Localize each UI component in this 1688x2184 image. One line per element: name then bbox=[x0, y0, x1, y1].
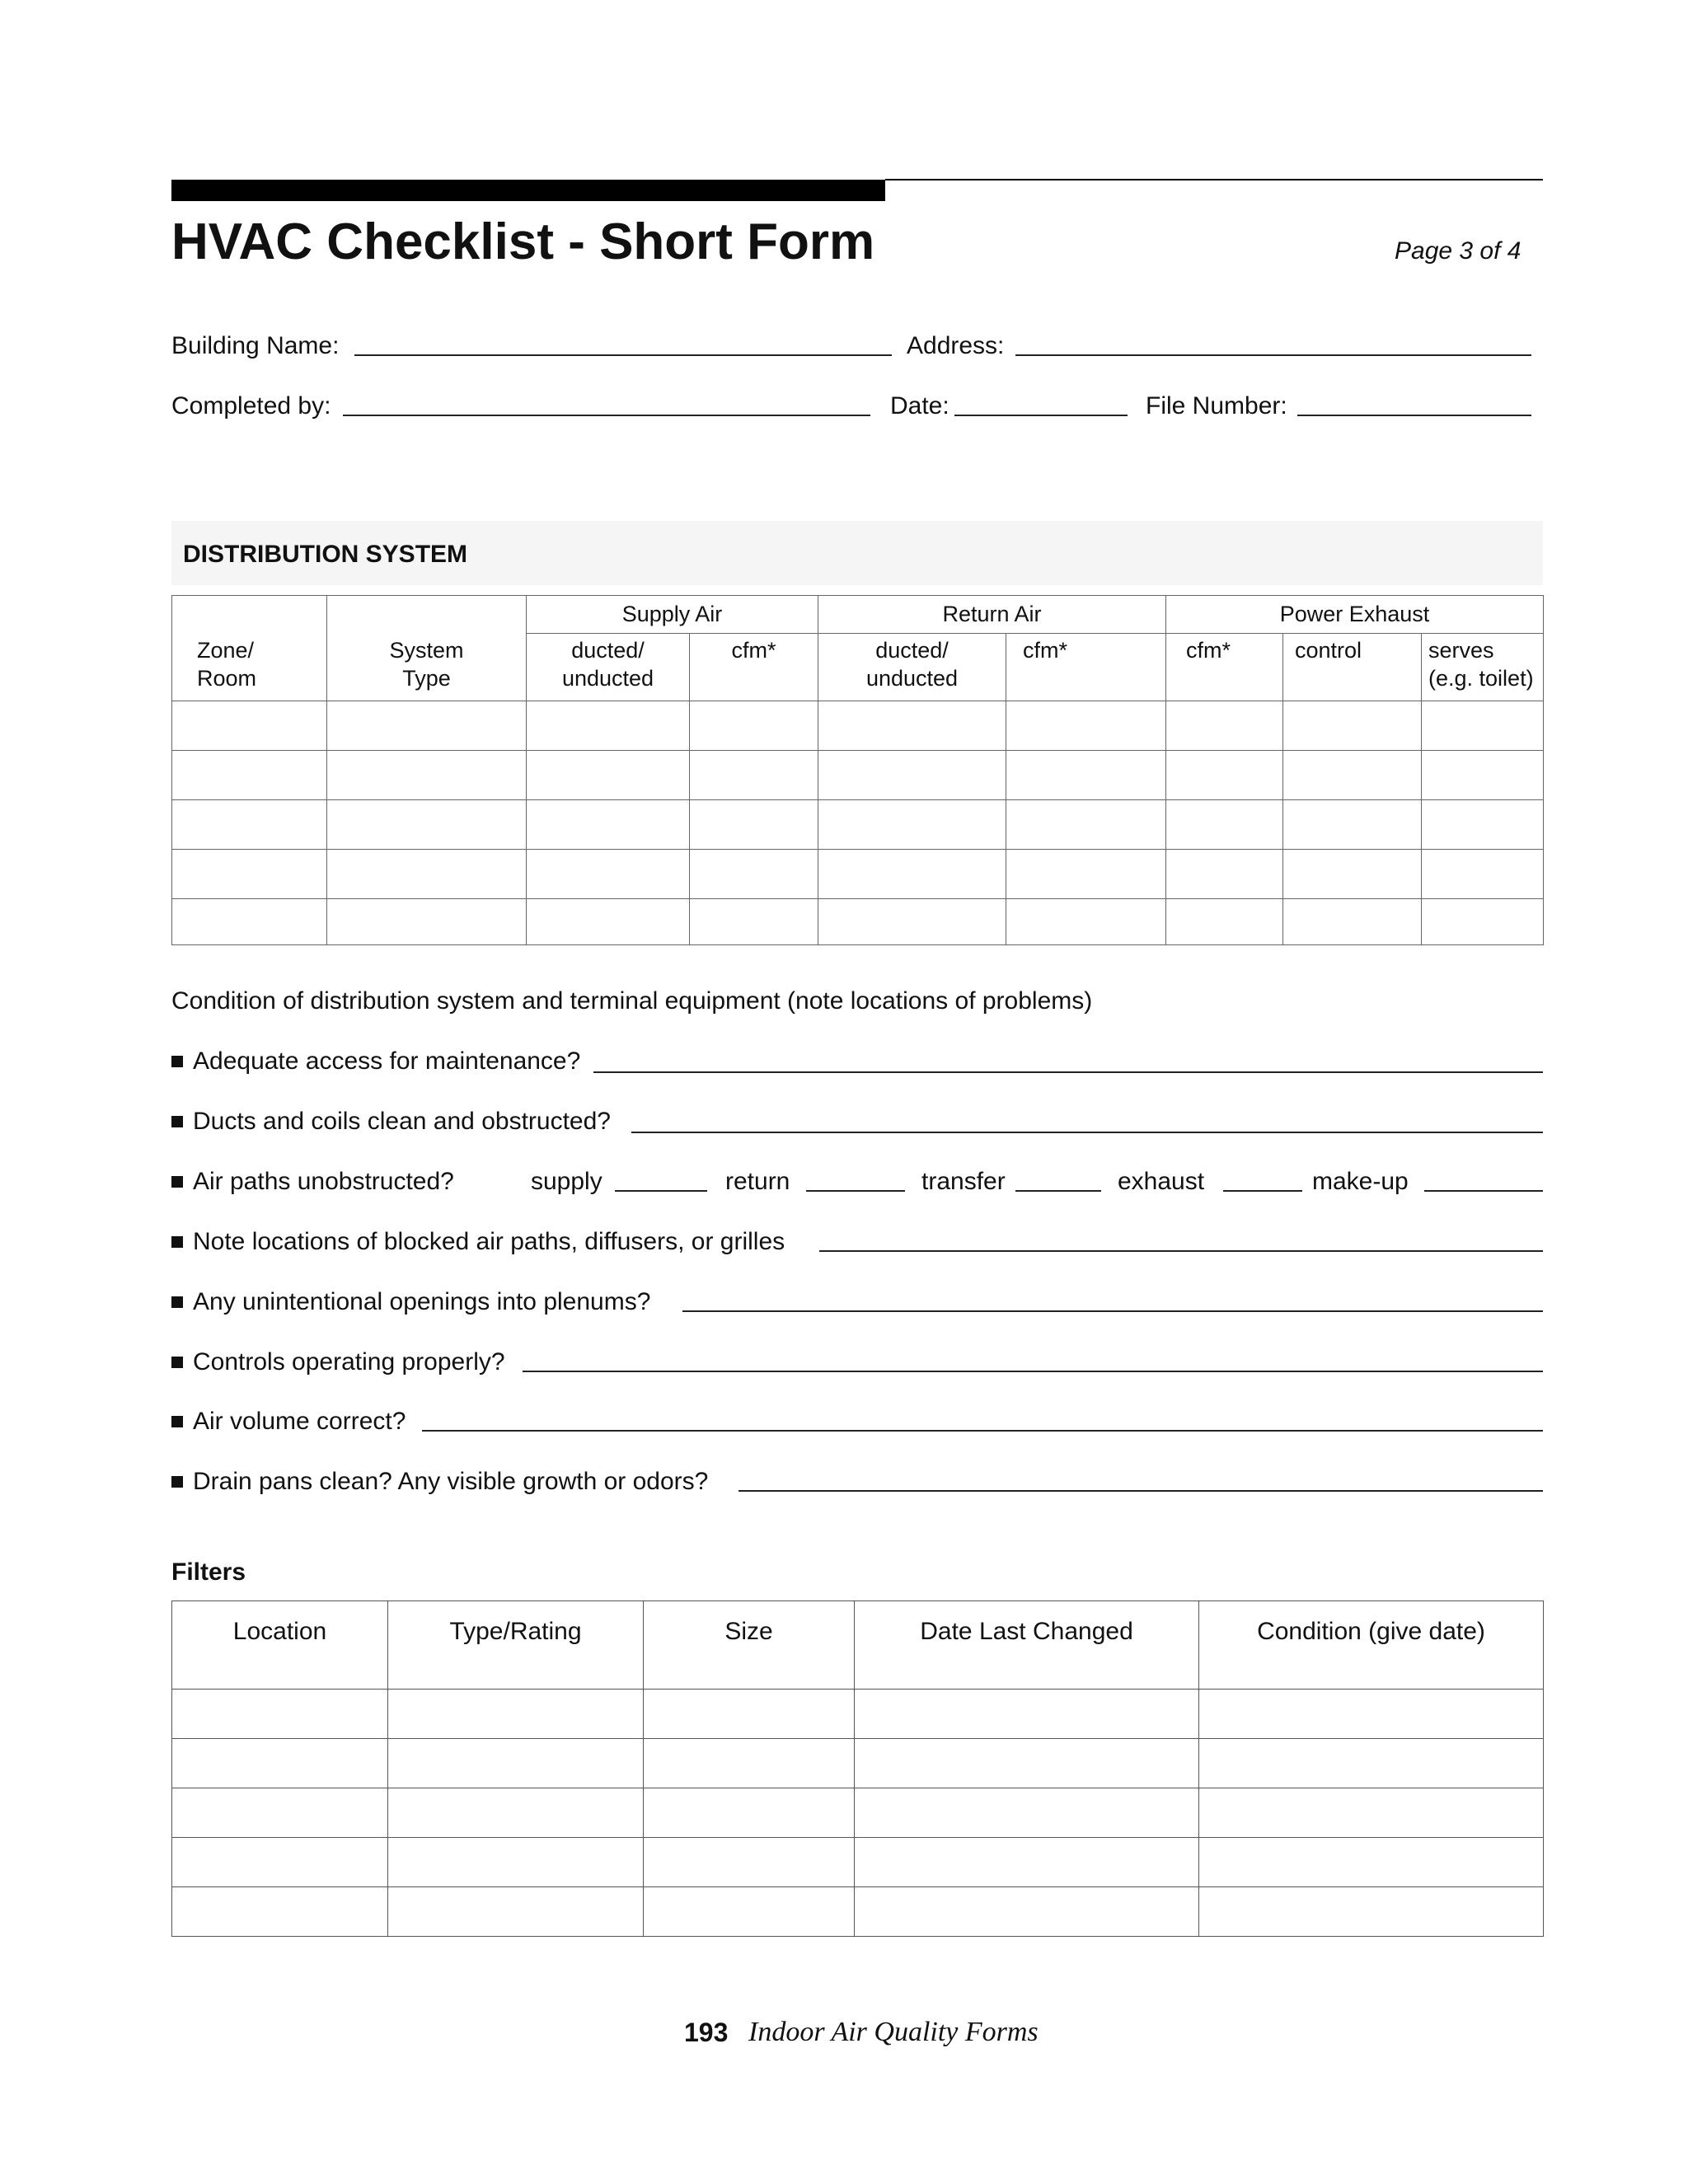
table-cell[interactable] bbox=[644, 1739, 855, 1788]
table-cell[interactable] bbox=[1166, 800, 1283, 850]
address-label: Address: bbox=[907, 332, 1005, 359]
header-zone-room bbox=[172, 596, 327, 701]
item-label: Adequate access for maintenance? bbox=[193, 1047, 581, 1075]
table-cell[interactable] bbox=[527, 899, 690, 945]
table-cell[interactable] bbox=[1006, 701, 1166, 751]
distribution-section-title: DISTRIBUTION SYSTEM bbox=[183, 541, 468, 568]
distribution-table bbox=[171, 595, 1544, 945]
bullet-square-icon bbox=[171, 1296, 183, 1308]
room-label: Room bbox=[197, 665, 257, 691]
address-field[interactable] bbox=[1015, 354, 1531, 356]
make-up-field[interactable] bbox=[1424, 1190, 1543, 1192]
drain-pans-answer-field[interactable] bbox=[738, 1490, 1543, 1492]
supply-label: supply bbox=[531, 1168, 603, 1195]
table-cell[interactable] bbox=[172, 701, 327, 751]
table-cell[interactable] bbox=[327, 899, 527, 945]
date-label: Date: bbox=[890, 392, 950, 419]
table-cell[interactable] bbox=[1199, 1788, 1544, 1838]
table-row bbox=[172, 1838, 1544, 1887]
condition-item-air-paths bbox=[171, 1168, 454, 1196]
table-cell[interactable] bbox=[690, 899, 818, 945]
table-cell[interactable] bbox=[1283, 800, 1422, 850]
ducts-answer-field[interactable] bbox=[631, 1132, 1543, 1133]
table-cell[interactable] bbox=[1422, 899, 1544, 945]
header-supply-ducted bbox=[527, 634, 690, 701]
completed-by-field[interactable] bbox=[343, 415, 870, 416]
table-cell[interactable] bbox=[172, 1887, 388, 1937]
building-name-field[interactable] bbox=[354, 354, 892, 356]
filters-header-location: Location bbox=[172, 1601, 388, 1690]
filters-header-size: Size bbox=[644, 1601, 855, 1690]
item-label: Any unintentional openings into plenums? bbox=[193, 1288, 651, 1315]
condition-item-access bbox=[171, 1047, 580, 1076]
transfer-label: transfer bbox=[921, 1168, 1006, 1195]
unducted-label: unducted bbox=[561, 665, 654, 691]
table-cell[interactable] bbox=[327, 751, 527, 800]
table-cell[interactable] bbox=[644, 1788, 855, 1838]
table-cell[interactable] bbox=[327, 701, 527, 751]
table-cell[interactable] bbox=[855, 1739, 1199, 1788]
table-cell[interactable] bbox=[172, 1690, 388, 1739]
table-cell[interactable] bbox=[172, 800, 327, 850]
table-row bbox=[172, 800, 1544, 850]
table-row bbox=[172, 701, 1544, 751]
header-system-type bbox=[327, 596, 527, 701]
openings-answer-field[interactable] bbox=[682, 1310, 1543, 1312]
bullet-square-icon bbox=[171, 1116, 183, 1127]
filters-table bbox=[171, 1601, 1544, 1937]
completed-by-label: Completed by: bbox=[171, 392, 331, 419]
table-cell[interactable] bbox=[527, 751, 690, 800]
bullet-square-icon bbox=[171, 1056, 183, 1067]
table-cell[interactable] bbox=[1006, 899, 1166, 945]
header-return-cfm: cfm* bbox=[1006, 634, 1166, 701]
table-row bbox=[172, 1788, 1544, 1838]
table-cell[interactable] bbox=[818, 800, 1006, 850]
table-cell[interactable] bbox=[644, 1838, 855, 1887]
table-cell[interactable] bbox=[855, 1690, 1199, 1739]
header-supply-air: Supply Air bbox=[527, 596, 818, 634]
air-volume-answer-field[interactable] bbox=[422, 1430, 1543, 1432]
page-title: HVAC Checklist - Short Form bbox=[171, 213, 875, 270]
table-row bbox=[172, 1739, 1544, 1788]
item-label: Air paths unobstructed? bbox=[193, 1168, 454, 1195]
table-cell[interactable] bbox=[1283, 701, 1422, 751]
table-cell[interactable] bbox=[1283, 899, 1422, 945]
filters-title: Filters bbox=[171, 1558, 246, 1586]
table-cell[interactable] bbox=[1166, 899, 1283, 945]
table-cell[interactable] bbox=[1199, 1690, 1544, 1739]
file-number-field[interactable] bbox=[1297, 415, 1531, 416]
header-bar-thick bbox=[171, 180, 885, 201]
table-cell[interactable] bbox=[327, 800, 527, 850]
table-cell[interactable] bbox=[1199, 1887, 1544, 1937]
table-cell[interactable] bbox=[1283, 850, 1422, 899]
item-label: Controls operating properly? bbox=[193, 1348, 505, 1376]
table-cell[interactable] bbox=[855, 1838, 1199, 1887]
bullet-square-icon bbox=[171, 1416, 183, 1427]
exhaust-field[interactable] bbox=[1223, 1190, 1302, 1192]
unducted-label: unducted bbox=[865, 665, 959, 691]
ducted-label: ducted/ bbox=[571, 638, 645, 663]
header-return-air: Return Air bbox=[818, 596, 1166, 634]
table-cell[interactable] bbox=[1422, 701, 1544, 751]
table-cell[interactable] bbox=[818, 899, 1006, 945]
item-label: Air volume correct? bbox=[193, 1408, 406, 1435]
header-exhaust-cfm: cfm* bbox=[1166, 634, 1283, 701]
header-exhaust-control: control bbox=[1283, 634, 1422, 701]
blocked-answer-field[interactable] bbox=[819, 1250, 1543, 1252]
footer-document-title: Indoor Air Quality Forms bbox=[748, 2017, 1039, 2047]
file-number-label: File Number: bbox=[1146, 392, 1287, 419]
table-cell[interactable] bbox=[855, 1788, 1199, 1838]
table-cell[interactable] bbox=[527, 800, 690, 850]
item-label: Drain pans clean? Any visible growth or odors? bbox=[193, 1468, 709, 1495]
bullet-square-icon bbox=[171, 1357, 183, 1368]
supply-field[interactable] bbox=[615, 1190, 707, 1192]
table-row bbox=[172, 751, 1544, 800]
return-field[interactable] bbox=[806, 1190, 905, 1192]
table-cell[interactable] bbox=[1166, 850, 1283, 899]
date-field[interactable] bbox=[954, 415, 1128, 416]
table-cell[interactable] bbox=[1422, 800, 1544, 850]
table-cell[interactable] bbox=[527, 850, 690, 899]
filters-header-type-rating: Type/Rating bbox=[388, 1601, 644, 1690]
page-indicator: Page 3 of 4 bbox=[1395, 237, 1522, 265]
table-cell[interactable] bbox=[1166, 701, 1283, 751]
table-cell[interactable] bbox=[388, 1887, 644, 1937]
table-cell[interactable] bbox=[172, 899, 327, 945]
table-row bbox=[172, 1887, 1544, 1937]
filters-header-condition: Condition (give date) bbox=[1199, 1601, 1544, 1690]
table-cell[interactable] bbox=[855, 1887, 1199, 1937]
table-cell[interactable] bbox=[1283, 751, 1422, 800]
table-cell[interactable] bbox=[172, 1838, 388, 1887]
table-cell[interactable] bbox=[690, 751, 818, 800]
table-cell[interactable] bbox=[690, 800, 818, 850]
table-cell[interactable] bbox=[690, 850, 818, 899]
table-cell[interactable] bbox=[644, 1887, 855, 1937]
table-cell[interactable] bbox=[818, 701, 1006, 751]
filters-header-date-last-changed: Date Last Changed bbox=[855, 1601, 1199, 1690]
header-rule-thin bbox=[885, 179, 1543, 180]
table-cell[interactable] bbox=[1422, 751, 1544, 800]
condition-item-drain-pans bbox=[171, 1468, 708, 1496]
header-exhaust-serves bbox=[1422, 634, 1544, 701]
zone-label: Zone/ bbox=[197, 638, 255, 663]
table-row bbox=[172, 899, 1544, 945]
table-cell[interactable] bbox=[644, 1690, 855, 1739]
bullet-square-icon bbox=[171, 1236, 183, 1248]
condition-item-openings bbox=[171, 1288, 650, 1316]
table-cell[interactable] bbox=[172, 751, 327, 800]
return-label: return bbox=[725, 1168, 790, 1195]
table-row bbox=[172, 1690, 1544, 1739]
table-cell[interactable] bbox=[1166, 751, 1283, 800]
footer-page-number: 193 bbox=[684, 2018, 729, 2047]
system-label: System bbox=[389, 638, 464, 663]
header-return-ducted bbox=[818, 634, 1006, 701]
ducted-label: ducted/ bbox=[875, 638, 949, 663]
table-cell[interactable] bbox=[690, 701, 818, 751]
table-cell[interactable] bbox=[1006, 850, 1166, 899]
controls-answer-field[interactable] bbox=[523, 1371, 1543, 1372]
item-label: Ducts and coils clean and obstructed? bbox=[193, 1108, 611, 1135]
table-cell[interactable] bbox=[172, 1739, 388, 1788]
access-answer-field[interactable] bbox=[593, 1071, 1543, 1073]
type-label: Type bbox=[402, 665, 451, 691]
table-cell[interactable] bbox=[1199, 1838, 1544, 1887]
header-supply-cfm: cfm* bbox=[690, 634, 818, 701]
table-row bbox=[172, 850, 1544, 899]
table-cell[interactable] bbox=[327, 850, 527, 899]
serves-label: serves bbox=[1428, 638, 1494, 663]
table-cell[interactable] bbox=[527, 701, 690, 751]
condition-item-ducts bbox=[171, 1108, 611, 1136]
table-cell[interactable] bbox=[388, 1838, 644, 1887]
header-power-exhaust: Power Exhaust bbox=[1166, 596, 1544, 634]
table-cell[interactable] bbox=[1422, 850, 1544, 899]
make-up-label: make-up bbox=[1312, 1168, 1409, 1195]
transfer-field[interactable] bbox=[1015, 1190, 1101, 1192]
bullet-square-icon bbox=[171, 1176, 183, 1188]
table-cell[interactable] bbox=[1006, 800, 1166, 850]
building-name-label: Building Name: bbox=[171, 332, 340, 359]
bullet-square-icon bbox=[171, 1476, 183, 1488]
condition-item-blocked bbox=[171, 1228, 785, 1256]
table-cell[interactable] bbox=[818, 850, 1006, 899]
item-label: Note locations of blocked air paths, diffusers, or grilles bbox=[193, 1228, 785, 1255]
table-cell[interactable] bbox=[388, 1690, 644, 1739]
table-cell[interactable] bbox=[172, 1788, 388, 1838]
exhaust-label: exhaust bbox=[1118, 1168, 1205, 1195]
serves-example: (e.g. toilet) bbox=[1428, 665, 1534, 691]
condition-item-controls bbox=[171, 1348, 505, 1376]
table-cell[interactable] bbox=[388, 1739, 644, 1788]
condition-item-air-volume bbox=[171, 1408, 406, 1436]
table-cell[interactable] bbox=[1006, 751, 1166, 800]
condition-heading: Condition of distribution system and terminal equipment (note locations of problems) bbox=[171, 987, 1093, 1015]
table-cell[interactable] bbox=[172, 850, 327, 899]
table-cell[interactable] bbox=[818, 751, 1006, 800]
table-cell[interactable] bbox=[388, 1788, 644, 1838]
table-cell[interactable] bbox=[1199, 1739, 1544, 1788]
